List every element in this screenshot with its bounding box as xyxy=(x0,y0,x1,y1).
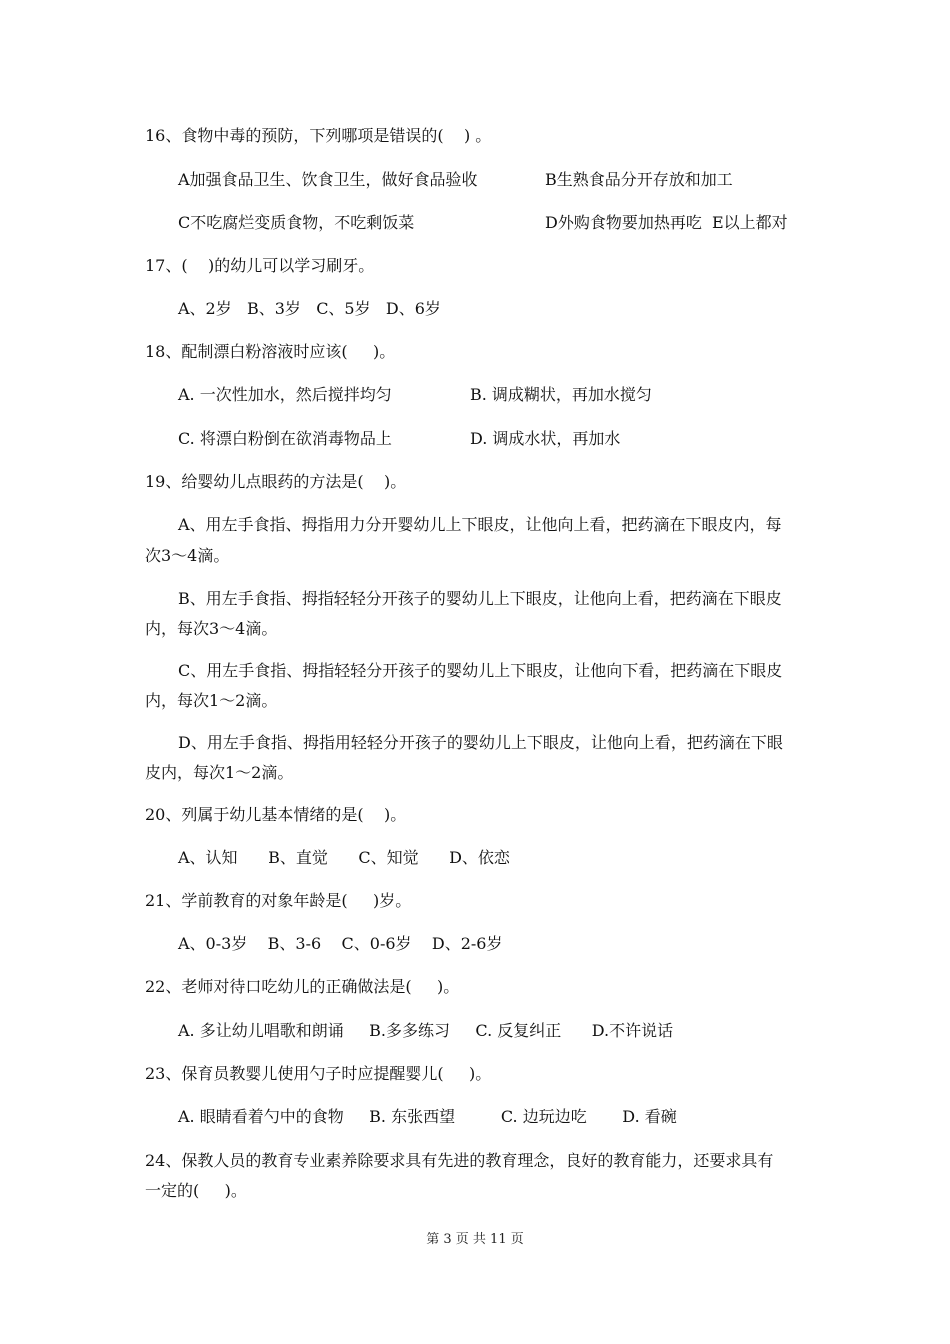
question-24-stem-line2: 一定的( )。 xyxy=(145,1181,247,1200)
question-20-options: A、认知 B、直觉 C、知觉 D、依恋 xyxy=(178,848,510,867)
page-footer: 第 3 页 共 11 页 xyxy=(426,1232,524,1247)
question-17-stem: 17、( )的幼儿可以学习刷牙。 xyxy=(145,256,375,275)
question-19-option-a-line2: 次3～4滴。 xyxy=(145,546,230,565)
question-16-option-c: C不吃腐烂变质食物，不吃剩饭菜 xyxy=(178,213,415,232)
question-16-stem: 16、食物中毒的预防，下列哪项是错误的( ) 。 xyxy=(145,126,492,145)
question-24-stem-line1: 24、保教人员的教育专业素养除要求具有先进的教育理念，良好的教育能力，还要求具有 xyxy=(145,1151,774,1170)
question-18-stem: 18、配制漂白粉溶液时应该( )。 xyxy=(145,342,396,361)
question-23-options: A. 眼睛看着勺中的食物 B. 东张西望 C. 边玩边吃 D. 看碗 xyxy=(178,1107,677,1126)
question-22-stem: 22、老师对待口吃幼儿的正确做法是( )。 xyxy=(145,977,460,996)
question-18-option-c: C. 将漂白粉倒在欲消毒物品上 xyxy=(178,429,392,448)
question-18-option-b: B. 调成糊状，再加水搅匀 xyxy=(470,385,652,404)
question-22-options: A. 多让幼儿唱歌和朗诵 B.多多练习 C. 反复纠正 D.不许说话 xyxy=(178,1021,674,1040)
question-17-options: A、2岁 B、3岁 C、5岁 D、6岁 xyxy=(178,299,441,318)
question-16-option-a: A加强食品卫生、饮食卫生，做好食品验收 xyxy=(178,170,478,189)
question-23-stem: 23、保育员教婴儿使用勺子时应提醒婴儿( )。 xyxy=(145,1064,492,1083)
question-19-option-d-line2: 皮内，每次1～2滴。 xyxy=(145,763,294,782)
question-19-option-a-line1: A、用左手食指、拇指用力分开婴幼儿上下眼皮，让他向上看，把药滴在下眼皮内，每 xyxy=(178,515,782,534)
question-19-option-c-line1: C、用左手食指、拇指轻轻分开孩子的婴幼儿上下眼皮，让他向下看，把药滴在下眼皮 xyxy=(178,661,783,680)
question-21-options: A、0-3岁 B、3-6 C、0-6岁 D、2-6岁 xyxy=(178,934,503,953)
question-19-option-b-line2: 内，每次3～4滴。 xyxy=(145,619,278,638)
question-19-stem: 19、给婴幼儿点眼药的方法是( )。 xyxy=(145,472,407,491)
question-18-option-d: D. 调成水状，再加水 xyxy=(470,429,621,448)
question-16-option-de: D外购食物要加热再吃 E以上都对 xyxy=(545,213,788,232)
question-16-option-b: B生熟食品分开存放和加工 xyxy=(545,170,733,189)
question-19-option-d-line1: D、用左手食指、拇指用轻轻分开孩子的婴幼儿上下眼皮，让他向上看，把药滴在下眼 xyxy=(178,733,783,752)
question-19-option-c-line2: 内，每次1～2滴。 xyxy=(145,691,278,710)
question-20-stem: 20、列属于幼儿基本情绪的是( )。 xyxy=(145,805,407,824)
question-21-stem: 21、学前教育的对象年龄是( )岁。 xyxy=(145,891,412,910)
question-19-option-b-line1: B、用左手食指、拇指轻轻分开孩子的婴幼儿上下眼皮，让他向上看，把药滴在下眼皮 xyxy=(178,589,782,608)
question-18-option-a: A. 一次性加水，然后搅拌均匀 xyxy=(178,385,392,404)
